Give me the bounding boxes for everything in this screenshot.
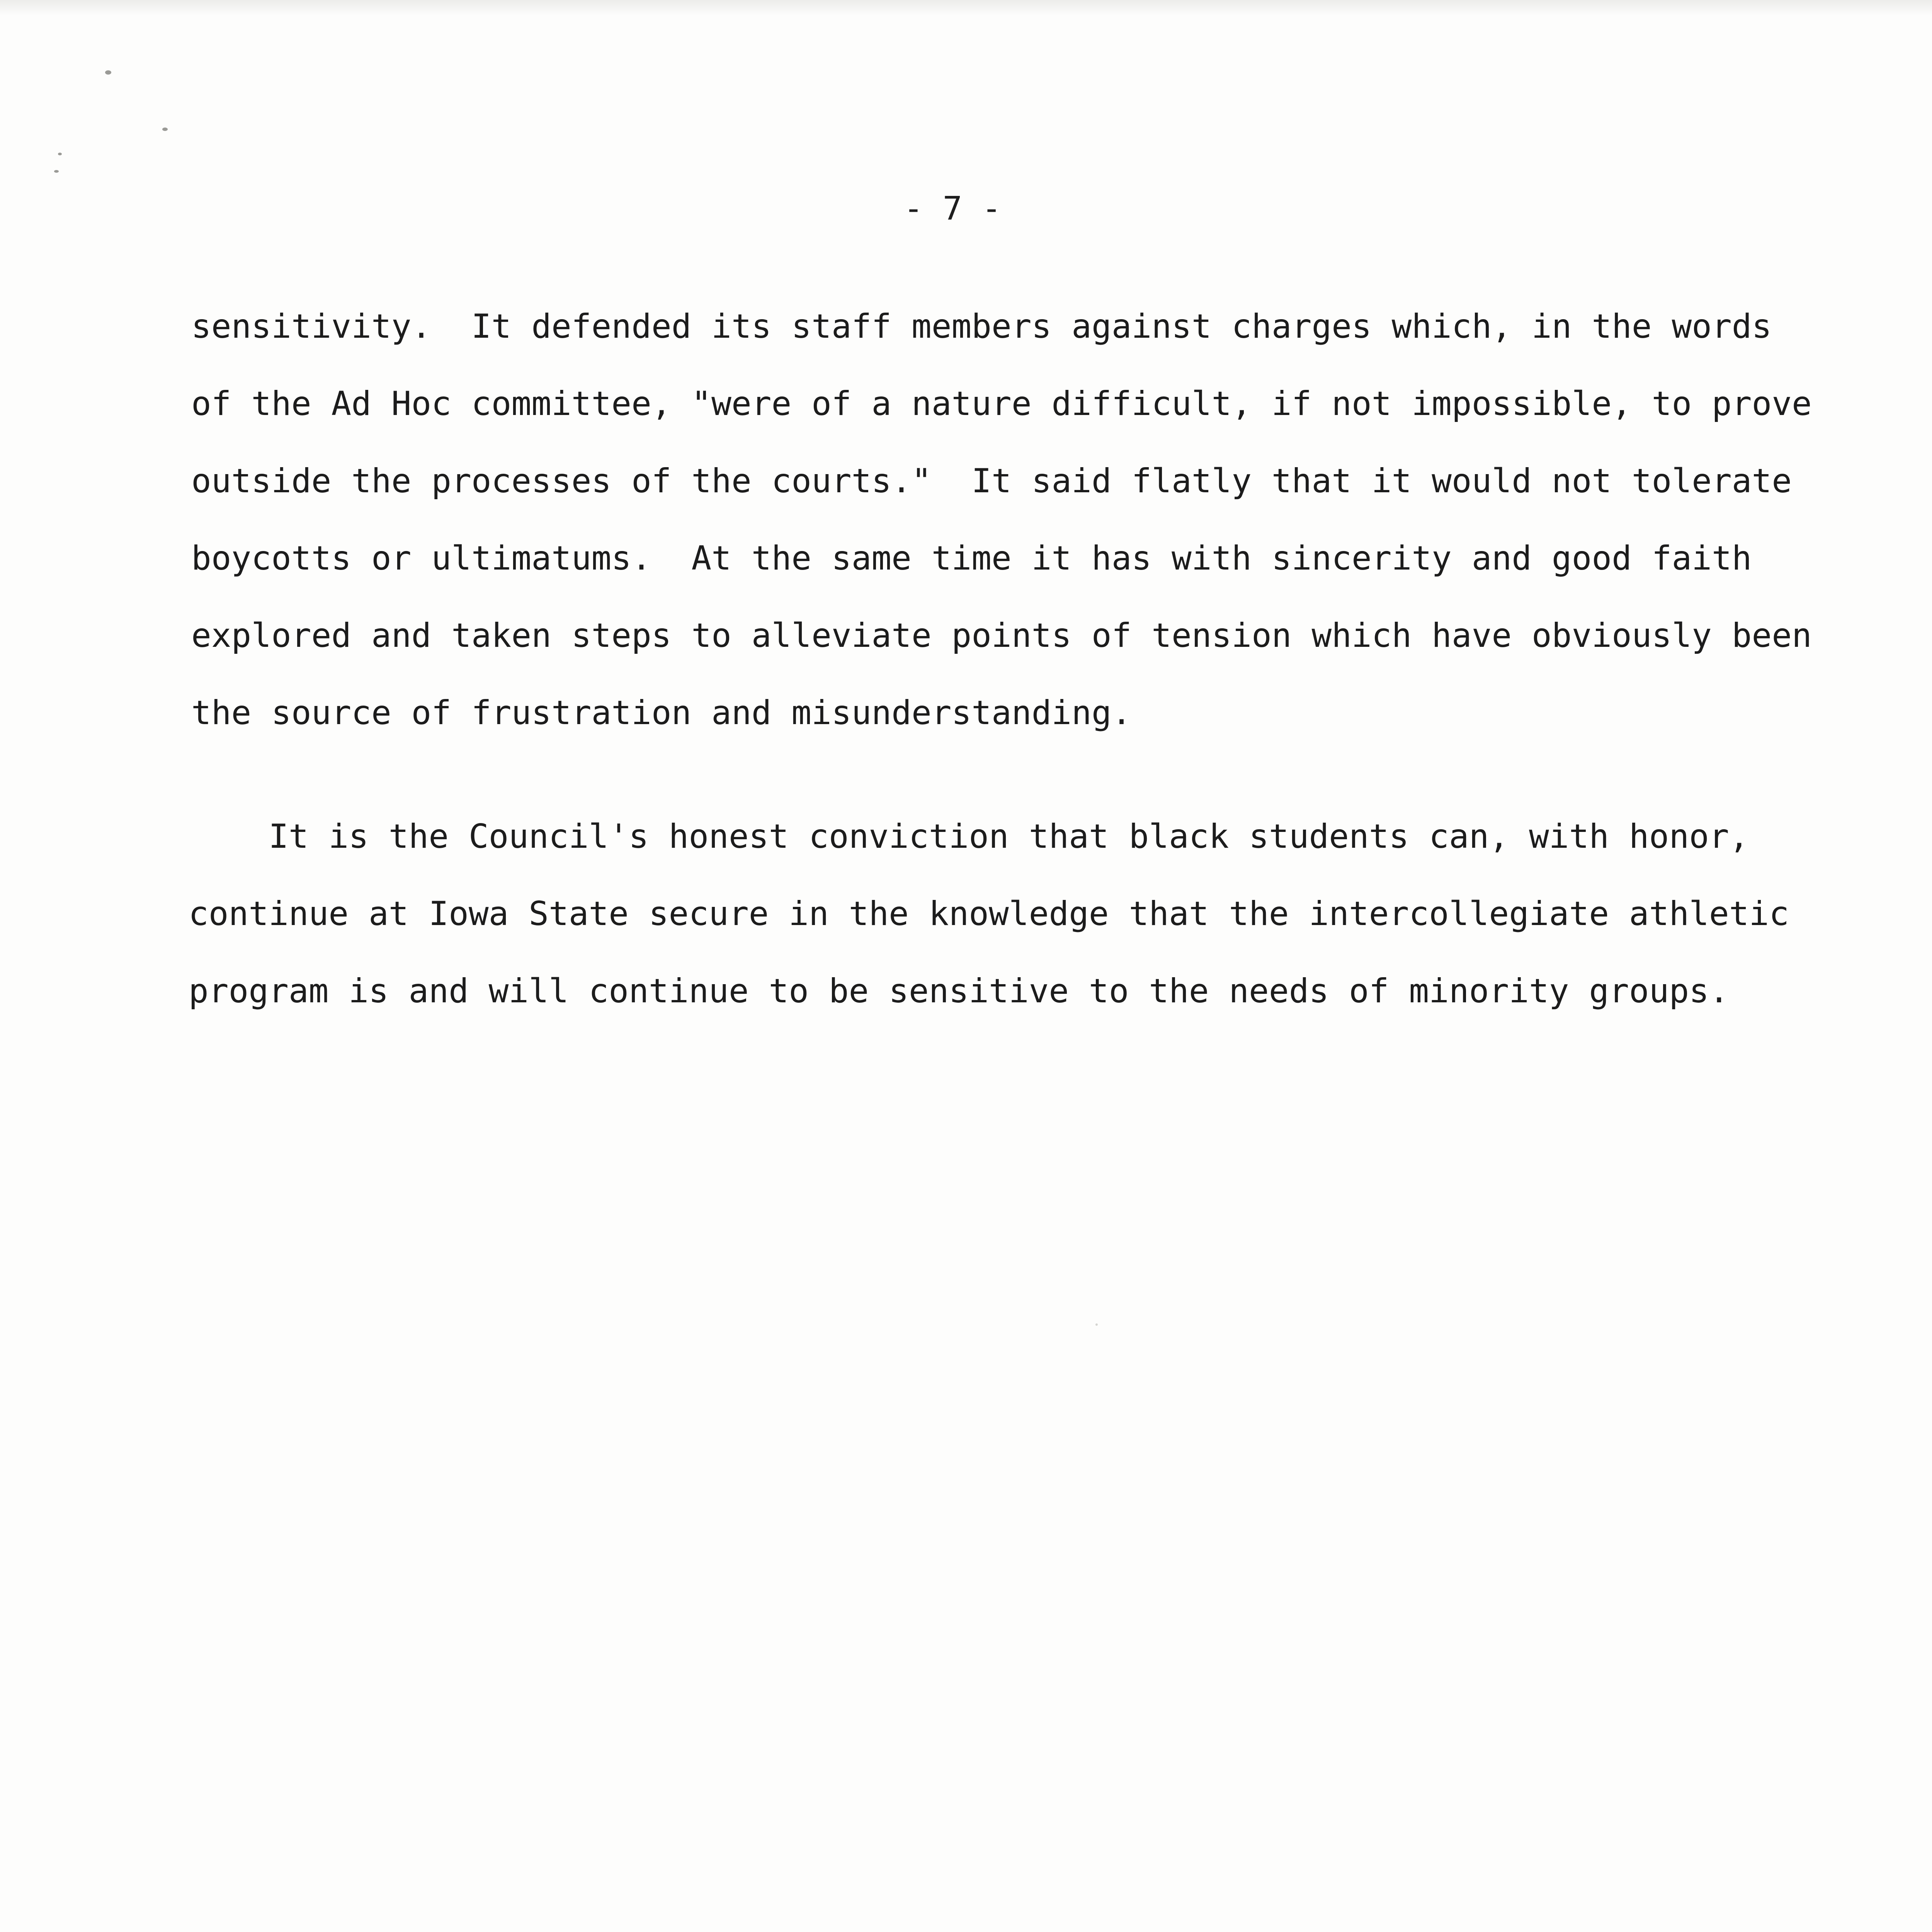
- text-line: sensitivity. It defended its staff members against charges which, in the words: [191, 307, 1772, 346]
- text-line: of the Ad Hoc committee, "were of a nature difficult, if not impossible, to prove: [191, 384, 1812, 423]
- scan-speck: [105, 70, 111, 75]
- body-paragraph-2: [189, 798, 1789, 1030]
- text-line: boycotts or ultimatums. At the same time it has with sincerity and good faith: [191, 539, 1752, 578]
- text-line: explored and taken steps to alleviate points of tension which have obviously been: [191, 616, 1812, 655]
- scan-speck: [58, 153, 62, 155]
- scan-speck: [1095, 1323, 1098, 1326]
- scan-speck: [162, 128, 168, 131]
- text-line: the source of frustration and misunderstanding.: [191, 694, 1132, 732]
- page-number: - 7 -: [903, 189, 1002, 227]
- scan-speck: [54, 170, 59, 173]
- text-line: outside the processes of the courts." It said flatly that it would not tolerate: [191, 462, 1792, 500]
- text-line: program is and will continue to be sensitive to the needs of minority groups.: [189, 972, 1729, 1010]
- text-line: It is the Council's honest conviction that black students can, with honor,: [189, 817, 1749, 856]
- body-paragraph-1: [191, 288, 1812, 752]
- text-line: continue at Iowa State secure in the knowledge that the intercollegiate athletic: [189, 895, 1789, 933]
- scan-edge-shading: [0, 0, 1932, 15]
